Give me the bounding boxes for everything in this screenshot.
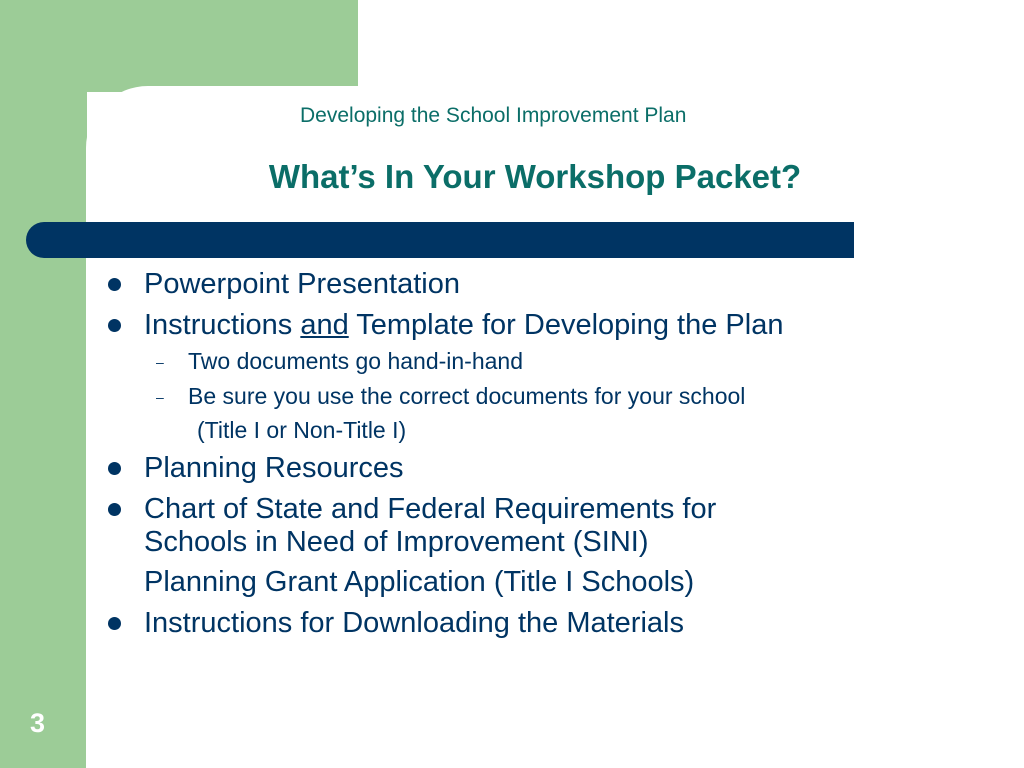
slide-subtitle: Developing the School Improvement Plan [300, 104, 687, 127]
bullet-item-powerpoint: Powerpoint Presentation [144, 268, 460, 300]
bullet-item-chart: Chart of State and Federal Requirements for [144, 493, 717, 525]
bullet-dot [108, 319, 121, 332]
sub-item-continuation: (Title I or Non-Title I) [197, 417, 407, 443]
dash-marker: – [156, 354, 164, 370]
bullet-dot [108, 462, 121, 475]
bullet-item-chart-continuation: Schools in Need of Improvement (SINI) [144, 526, 649, 558]
page-number: 3 [30, 708, 46, 738]
bullet-dot [108, 503, 121, 516]
bullet-text-prefix: Instructions [144, 309, 301, 341]
bullet-text-suffix: Template for Developing the Plan [348, 309, 784, 341]
underlined-and: and [300, 309, 349, 341]
left-green-band [0, 0, 87, 768]
bullet-item-planning-resources: Planning Resources [144, 452, 404, 484]
sub-item-hand-in-hand: Two documents go hand-in-hand [188, 348, 523, 374]
slide-title: What’s In Your Workshop Packet? [268, 158, 802, 195]
sub-item-correct-documents: Be sure you use the correct documents for your school [188, 383, 746, 409]
top-green-band [0, 0, 358, 92]
title-divider-bar [26, 222, 854, 258]
bullet-item-instructions [144, 309, 783, 341]
item-planning-grant: Planning Grant Application (Title I Schools) [144, 566, 695, 598]
bullet-dot [108, 278, 121, 291]
dash-marker: – [156, 389, 164, 405]
bullet-item-downloading: Instructions for Downloading the Materials [144, 607, 684, 639]
bullet-dot [108, 617, 121, 630]
